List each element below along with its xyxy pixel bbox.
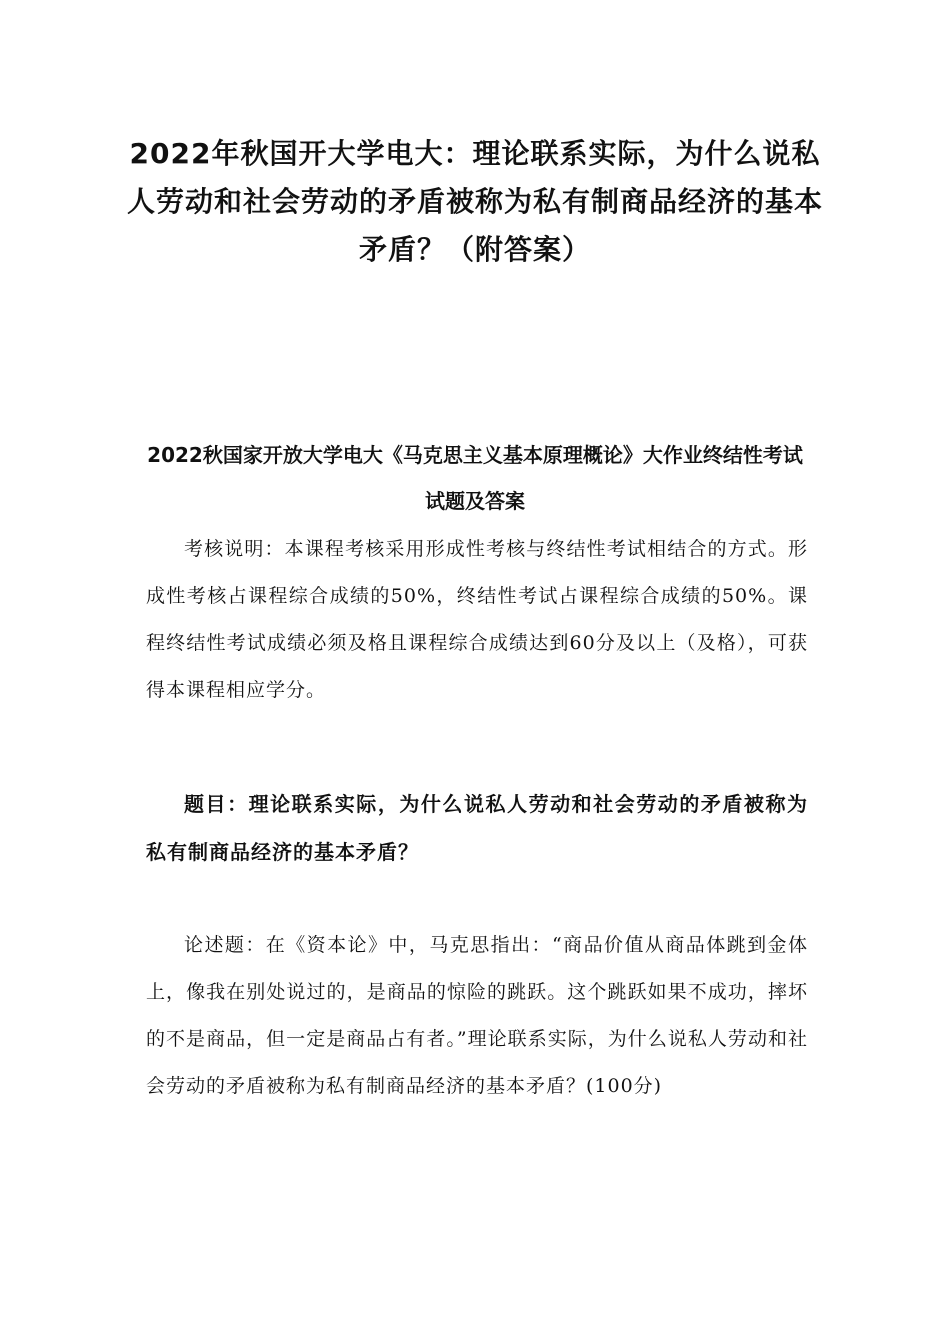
question-heading: 题目：理论联系实际，为什么说私人劳动和社会劳动的矛盾被称为私有制商品经济的基本矛盾？ bbox=[146, 792, 808, 864]
essay-prompt: 论述题：在《资本论》中，马克思指出：“商品价值从商品体跳到金体上，像我在别处说过的，是商品的惊险的跳跃。这个跳跃如果不成功，摔坏的不是商品，但一定是商品占有者。”理论联系实际，为什么说私人劳动和社会劳动的矛盾被称为私有制商品经济的基本矛盾？(100分) bbox=[146, 934, 808, 1097]
assessment-note: 考核说明：本课程考核采用形成性考核与终结性考试相结合的方式。形成性考核占课程综合成绩的50%，终结性考试占课程综合成绩的50%。课程终结性考试成绩必须及格且课程综合成绩达到60分及以上（及格），可获得本课程相应学分。 bbox=[146, 538, 808, 701]
document-title: 2022年秋国开大学电大：理论联系实际，为什么说私人劳动和社会劳动的矛盾被称为私有制商品经济的基本矛盾？（附答案） bbox=[126, 137, 823, 266]
exam-subtitle: 2022秋国家开放大学电大《马克思主义基本原理概论》大作业终结性考试试题及答案 bbox=[147, 443, 803, 513]
